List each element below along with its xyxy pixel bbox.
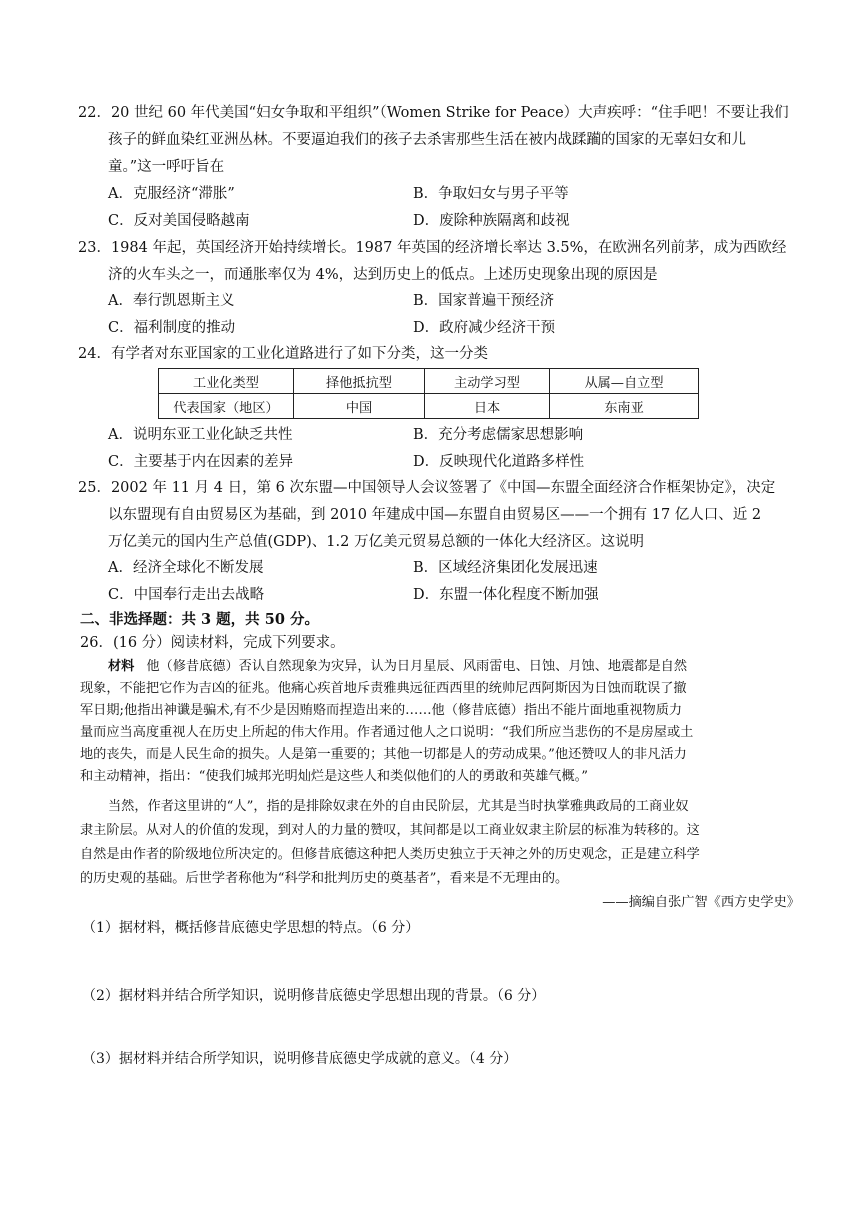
material-line: 当然，作者这里讲的“人”，指的是排除奴隶在外的自由民阶层，尤其是当时执掌雅典政局的工商业奴 <box>108 799 689 814</box>
q22-option-a: A．克服经济“滞胀” <box>108 186 235 202</box>
q22-stem-line1: 22．20 世纪 60 年代美国“妇女争取和平组织”（Women Strike for Peace）大声疾呼：“住手吧！不要让我们 <box>78 105 789 121</box>
q26-subquestion-1: （1）据材料，概括修昔底德史学思想的特点。（6 分） <box>82 920 420 936</box>
table-row <box>159 394 699 419</box>
material-source: ——摘编自张广智《西方史学史》 <box>602 895 800 910</box>
q25-stem-line1: 25．2002 年 11 月 4 日，第 6 次东盟—中国领导人会议签署了《中国—东盟全面经济合作框架协定》，决定 <box>78 480 776 496</box>
q24-option-c: C．主要基于内在因素的差异 <box>108 454 294 470</box>
q23-stem-line2: 济的火车头之一，而通胀率仅为 4%，达到历史上的低点。上述历史现象出现的原因是 <box>108 267 658 283</box>
q22-option-b: B．争取妇女与男子平等 <box>413 186 569 202</box>
material-line: 和主动精神，指出：“使我们城邦光明灿烂是这些人和类似他们的人的勇敢和英雄气概。” <box>80 769 589 784</box>
material-line: 军日期;他指出神谶是骗术,有不少是因贿赂而捏造出来的……他（修昔底德）指出不能片面地重视物质力 <box>80 703 683 718</box>
table-cell: 中国 <box>294 394 425 419</box>
material-line: 地的丧失，而是人民生命的损失。人是第一重要的；其他一切都是人的劳动成果。”他还赞叹人的非凡活力 <box>80 747 687 762</box>
q23-option-b: B．国家普遍干预经济 <box>413 293 555 309</box>
q26-subquestion-3: （3）据材料并结合所学知识，说明修昔底德史学成就的意义。（4 分） <box>82 1051 518 1067</box>
q22-stem-line3: 童。”这一呼吁旨在 <box>108 159 225 175</box>
table-cell: 工业化类型 <box>159 369 294 394</box>
material-line: 现象，不能把它作为吉凶的征兆。他痛心疾首地斥责雅典远征西西里的统帅尼西阿斯因为日蚀而耽误了撤 <box>80 681 687 696</box>
q24-option-b: B．充分考虑儒家思想影响 <box>413 427 584 443</box>
q23-option-a: A．奉行凯恩斯主义 <box>108 293 235 309</box>
q25-option-a: A．经济全球化不断发展 <box>108 560 264 576</box>
table-cell: 从属—自立型 <box>550 369 699 394</box>
table-cell: 择他抵抗型 <box>294 369 425 394</box>
q24-option-d: D．反映现代化道路多样性 <box>413 454 585 470</box>
table-cell: 日本 <box>425 394 550 419</box>
material-line: 隶主阶层。从对人的价值的发现，到对人的力量的赞叹，其间都是以工商业奴隶主阶层的标准为转移的。这 <box>80 823 700 838</box>
table-cell: 主动学习型 <box>425 369 550 394</box>
table-row <box>159 369 699 394</box>
q24-option-a: A．说明东亚工业化缺乏共性 <box>108 427 293 443</box>
material-line: 量而应当高度重视人在历史上所起的伟大作用。作者通过他人之口说明：“我们所应当悲伤的不是房屋或土 <box>80 725 694 740</box>
q25-option-b: B．区域经济集团化发展迅速 <box>413 560 598 576</box>
table-cell: 东南亚 <box>550 394 699 419</box>
material-line: 自然是由作者的阶级地位所决定的。但修昔底德这种把人类历史独立于天神之外的历史观念，正是建立科学 <box>80 847 700 862</box>
q23-stem-line1: 23．1984 年起，英国经济开始持续增长。1987 年英国的经济增长率达 3.5%，在欧洲名列前茅，成为西欧经 <box>78 240 787 256</box>
table-cell: 代表国家（地区） <box>159 394 294 419</box>
material-line: 的历史观的基础。后世学者称他为“科学和批判历史的奠基者”，看来是不无理由的。 <box>80 871 569 886</box>
industrialization-table <box>158 368 699 419</box>
q22-option-d: D．废除种族隔离和歧视 <box>413 213 570 229</box>
section-heading: 二、非选择题：共 3 题，共 50 分。 <box>80 611 319 628</box>
q23-option-d: D．政府减少经济干预 <box>413 320 556 336</box>
q25-stem-line3: 万亿美元的国内生产总值(GDP)、1.2 万亿美元贸易总额的一体化大经济区。这说明 <box>108 534 644 550</box>
material-line <box>108 656 687 678</box>
q22-stem-line2: 孩子的鲜血染红亚洲丛林。不要逼迫我们的孩子去杀害那些生活在被内战蹂躏的国家的无辜妇女和儿 <box>108 132 746 148</box>
q26-stem: 26．(16 分）阅读材料，完成下列要求。 <box>80 635 345 651</box>
q26-subquestion-2: （2）据材料并结合所学知识，说明修昔底德史学思想出现的背景。（6 分） <box>82 988 546 1004</box>
q23-option-c: C．福利制度的推动 <box>108 320 236 336</box>
q24-stem: 24．有学者对东亚国家的工业化道路进行了如下分类，这一分类 <box>78 346 488 362</box>
q25-stem-line2: 以东盟现有自由贸易区为基础，到 2010 年建成中国—东盟自由贸易区——一个拥有 17 亿人口、近 2 <box>108 507 762 523</box>
q25-option-d: D．东盟一体化程度不断加强 <box>413 587 599 603</box>
material-text: 他（修昔底德）否认自然现象为灾异，认为日月星辰、风雨雷电、日蚀、月蚀、地震都是自然 <box>146 659 688 674</box>
q25-option-c: C．中国奉行走出去战略 <box>108 587 265 603</box>
material-label: 材料 <box>108 659 135 674</box>
q22-option-c: C．反对美国侵略越南 <box>108 213 250 229</box>
